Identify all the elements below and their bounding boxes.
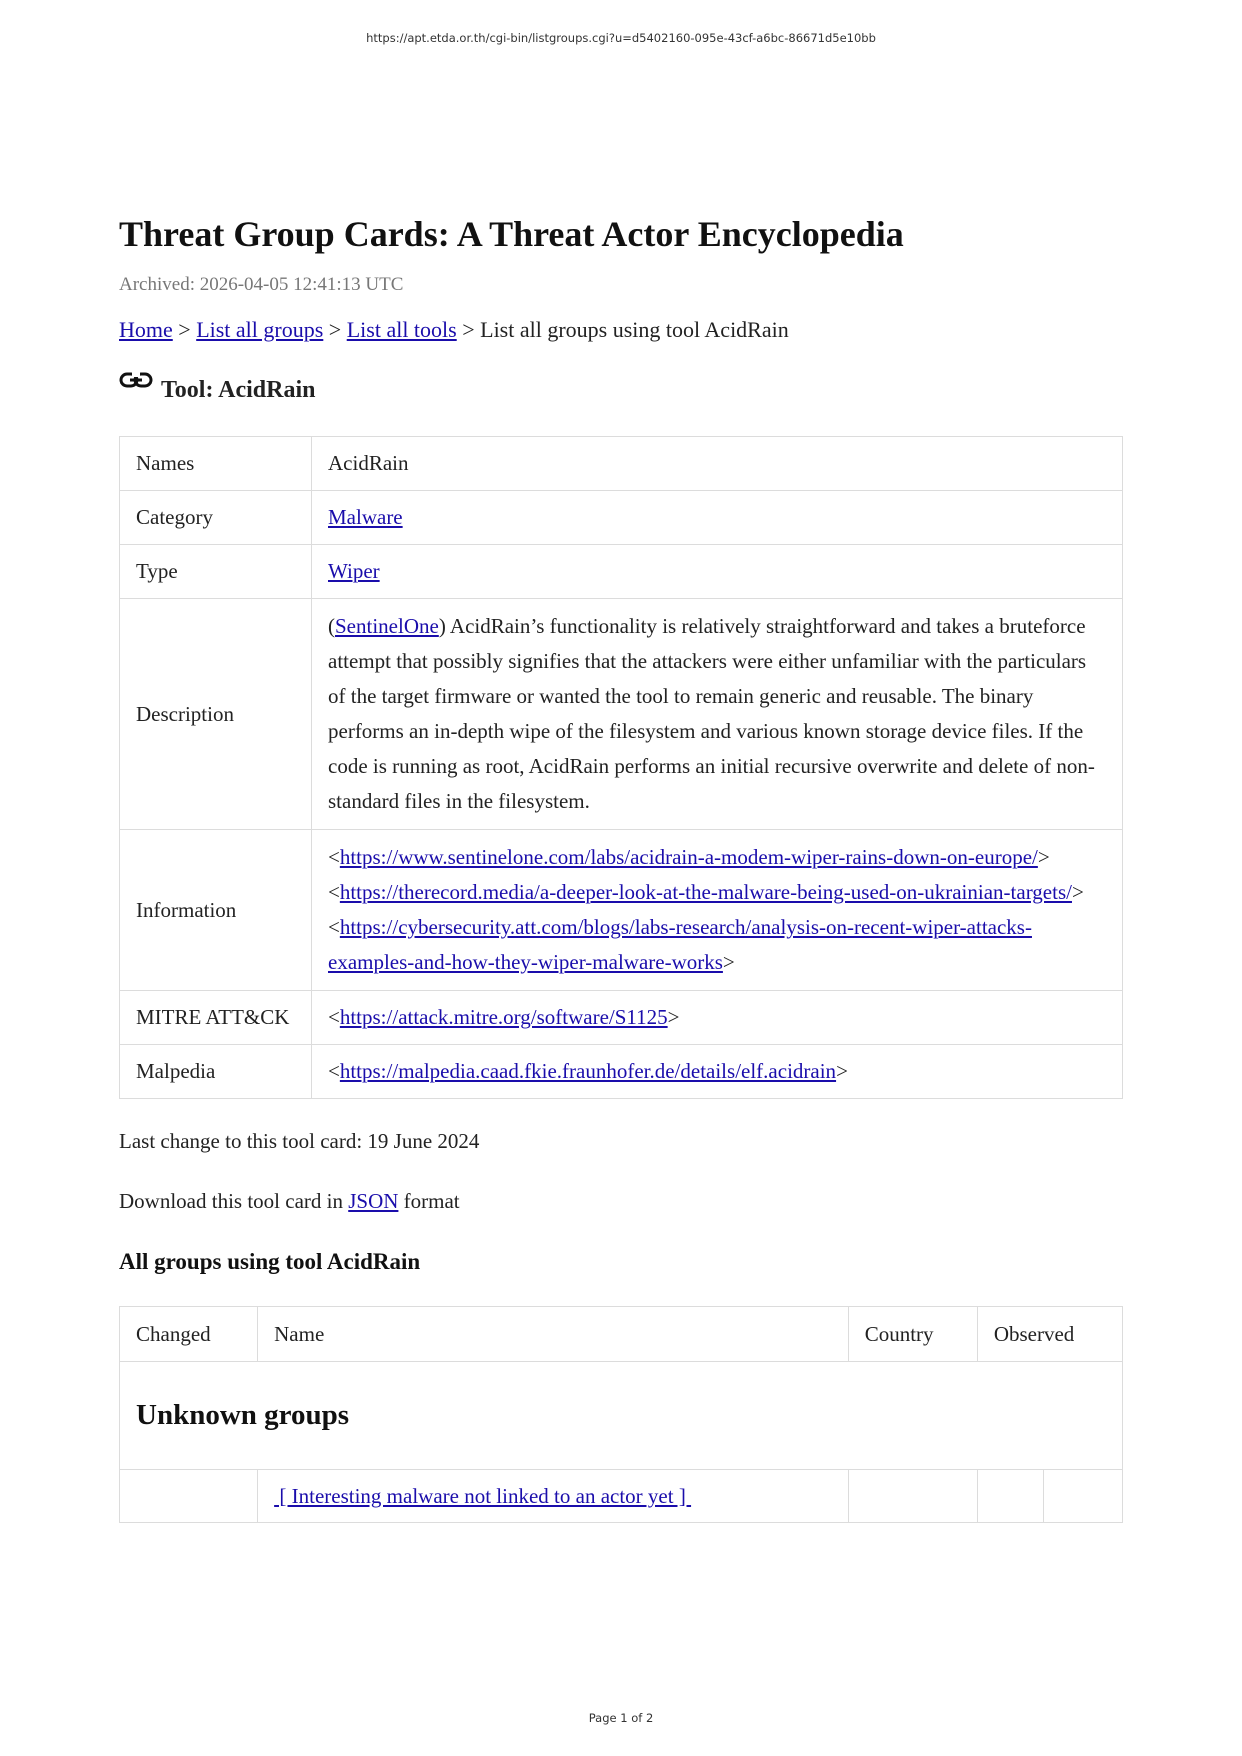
tool-info-table <box>119 436 1123 1099</box>
angle-close: > <box>1071 880 1084 904</box>
last-change: Last change to this tool card: 19 June 2024 <box>119 1129 480 1153</box>
names-value: AcidRain <box>312 437 1123 491</box>
description-open-paren: ( <box>328 614 335 638</box>
angle-open: < <box>328 880 340 904</box>
malpedia-label: Malpedia <box>120 1045 312 1099</box>
table-row <box>120 991 1123 1045</box>
angle-open: < <box>328 1059 340 1083</box>
section-row <box>120 1362 1123 1470</box>
angle-open: < <box>328 1005 340 1029</box>
column-header-observed: Observed <box>977 1307 1122 1362</box>
group-name-link[interactable]: [ Interesting malware not linked to an actor yet ] <box>274 1483 692 1508</box>
description-source-link[interactable]: SentinelOne <box>335 614 439 638</box>
section-title: Unknown groups <box>120 1362 1123 1470</box>
mitre-link[interactable]: https://attack.mitre.org/software/S1125 <box>339 1005 668 1029</box>
download-line <box>119 1189 1123 1214</box>
download-suffix: format <box>398 1189 460 1213</box>
description-cell <box>312 599 1123 830</box>
names-label: Names <box>120 437 312 491</box>
type-cell <box>312 545 1123 599</box>
category-label: Category <box>120 491 312 545</box>
table-row <box>120 437 1123 491</box>
table-row <box>120 1470 1123 1523</box>
malpedia-link[interactable]: https://malpedia.caad.fkie.fraunhofer.de/details/elf.acidrain <box>339 1059 837 1083</box>
group-country <box>848 1470 977 1523</box>
page-url: https://apt.etda.or.th/cgi-bin/listgroups.cgi?u=d5402160-095e-43cf-a6bc-86671d5e10bb <box>366 31 876 45</box>
table-row <box>120 830 1123 991</box>
json-download-link[interactable]: JSON <box>348 1189 399 1213</box>
table-row <box>120 1045 1123 1099</box>
tool-heading <box>119 377 1123 404</box>
angle-close: > <box>667 1005 680 1029</box>
type-link[interactable]: Wiper <box>328 559 380 583</box>
angle-close: > <box>722 950 735 974</box>
angle-open: < <box>328 845 340 869</box>
groups-heading: All groups using tool AcidRain <box>119 1249 421 1274</box>
breadcrumb-separator: > <box>172 317 197 342</box>
column-header-name: Name <box>258 1307 849 1362</box>
angle-close: > <box>1037 845 1050 869</box>
table-row <box>120 545 1123 599</box>
group-observed <box>977 1470 1043 1523</box>
information-link[interactable]: https://www.sentinelone.com/labs/acidrain-a-modem-wiper-rains-down-on-europe/ <box>339 845 1038 869</box>
breadcrumb-home-link[interactable]: Home <box>119 317 173 342</box>
information-label: Information <box>120 830 312 991</box>
link-icon <box>119 371 153 391</box>
table-row <box>120 599 1123 830</box>
breadcrumb-separator: > <box>323 317 347 342</box>
group-name-cell <box>258 1470 849 1523</box>
malpedia-cell <box>312 1045 1123 1099</box>
archived-timestamp: Archived: 2026-04-05 12:41:13 UTC <box>119 274 404 295</box>
type-label: Type <box>120 545 312 599</box>
mitre-cell <box>312 991 1123 1045</box>
breadcrumb-current: > List all groups using tool AcidRain <box>456 317 789 342</box>
table-row <box>120 491 1123 545</box>
breadcrumb-tools-link[interactable]: List all tools <box>346 317 457 342</box>
information-cell <box>312 830 1123 991</box>
download-prefix: Download this tool card in <box>119 1189 349 1213</box>
page-title: Threat Group Cards: A Threat Actor Encyclopedia <box>119 214 904 254</box>
page-indicator: Page 1 of 2 <box>588 1711 654 1725</box>
mitre-label: MITRE ATT&CK <box>120 991 312 1045</box>
group-changed <box>120 1470 258 1523</box>
angle-open: < <box>328 915 340 939</box>
column-header-country: Country <box>848 1307 977 1362</box>
table-header-row <box>120 1307 1123 1362</box>
angle-close: > <box>836 1059 848 1083</box>
column-header-changed: Changed <box>120 1307 258 1362</box>
tool-heading-text: Tool: AcidRain <box>161 377 316 403</box>
category-cell <box>312 491 1123 545</box>
information-link[interactable]: https://cybersecurity.att.com/blogs/labs-research/analysis-on-recent-wiper-attacks-examples-and-how-they-wiper-malware-works <box>328 915 1032 974</box>
groups-table <box>119 1306 1123 1523</box>
category-link[interactable]: Malware <box>328 505 403 529</box>
description-text: ) AcidRain’s functionality is relatively straightforward and takes a bruteforce attempt that possibly signifies that the attackers were either unfamiliar with the particulars of the target firmware or wanted the tool to remain generic and reusable. The binary performs an in-depth wipe of the filesystem and various known storage device files. If the code is running as root, AcidRain performs an initial recursive overwrite and delete of non-standard files in the filesystem. <box>328 614 1095 813</box>
description-label: Description <box>120 599 312 830</box>
breadcrumb <box>119 317 1123 343</box>
breadcrumb-groups-link[interactable]: List all groups <box>196 317 324 342</box>
information-link[interactable]: https://therecord.media/a-deeper-look-at-the-malware-being-used-on-ukrainian-targets/ <box>339 880 1072 904</box>
group-observed-extra <box>1043 1470 1122 1523</box>
main-content <box>119 212 1123 1523</box>
